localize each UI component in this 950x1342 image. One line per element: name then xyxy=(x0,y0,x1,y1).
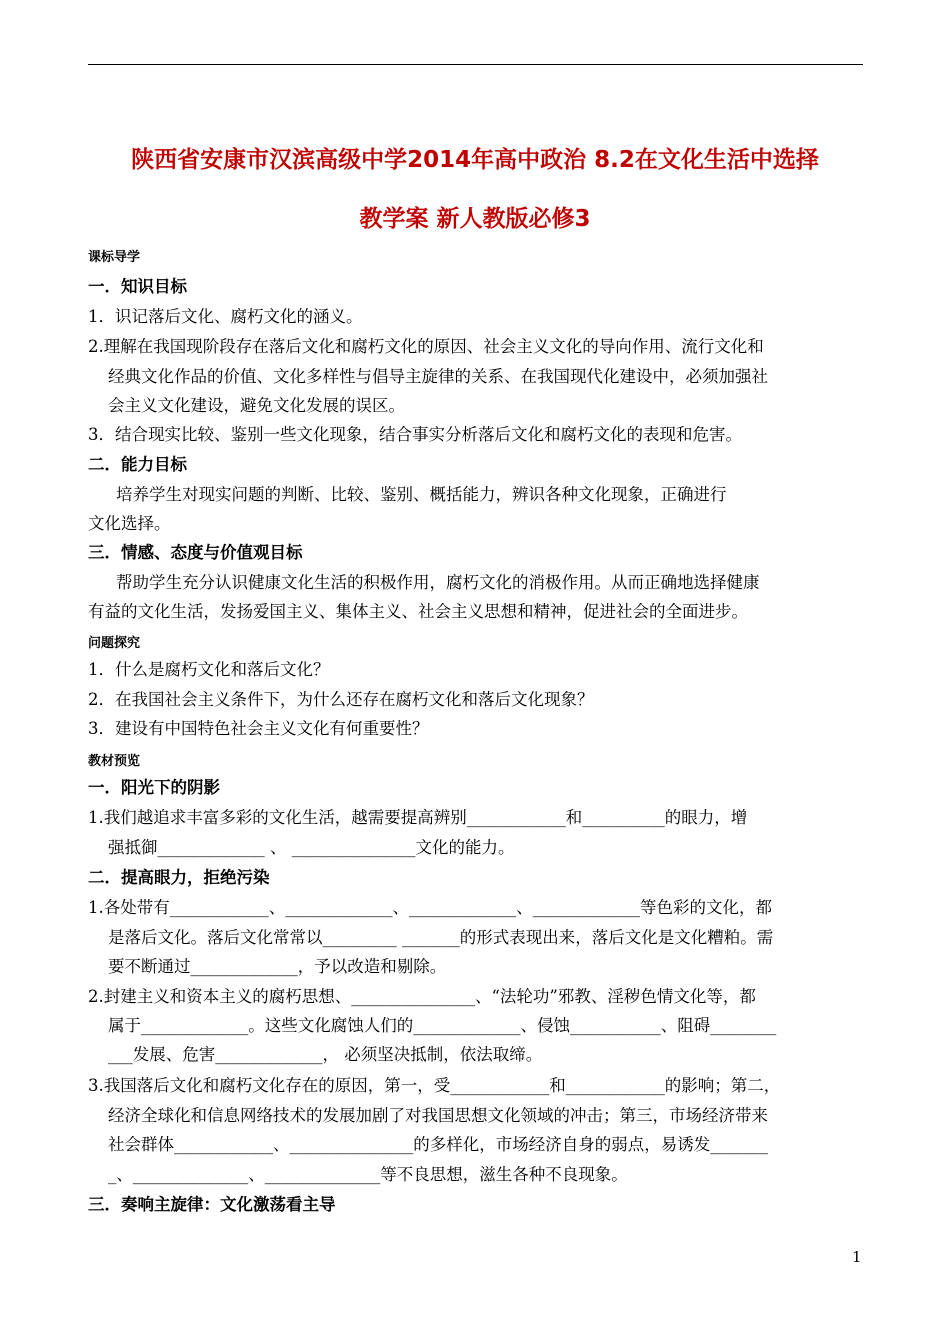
document-title-line-1: 陕西省安康市汉滨高级中学2014年高中政治 8.2在文化生活中选择 xyxy=(131,147,819,173)
heading-ability-goals: 二．能力目标 xyxy=(88,455,187,474)
question-2: 2．在我国社会主义条件下，为什么还存在腐朽文化和落后文化现象？ xyxy=(88,690,594,709)
knowledge-item-2-cont: 经典文化作品的价值、文化多样性与倡导主旋律的关系、在我国现代化建设中，必须加强社 xyxy=(108,367,768,386)
knowledge-item-1: 1．识记落后文化、腐朽文化的涵义。 xyxy=(88,307,363,326)
ability-paragraph: 培养学生对现实问题的判断、比较、鉴别、概括能力，辨识各种文化现象，正确进行 xyxy=(116,485,727,504)
header-rule xyxy=(88,64,863,65)
emotion-paragraph: 帮助学生充分认识健康文化生活的积极作用，腐朽文化的消极作用。从而正确地选择健康 xyxy=(116,573,760,592)
fill-blank-4-cont: 经济全球化和信息网络技术的发展加剧了对我国思想文化领域的冲击；第三，市场经济带来 xyxy=(108,1106,768,1125)
fill-blank-2: 1.各处带有____________、_____________、_____________、_____________等色彩的文化，都 xyxy=(88,898,772,917)
question-3: 3．建设有中国特色社会主义文化有何重要性？ xyxy=(88,719,429,738)
heading-improve: 二．提高眼力，拒绝污染 xyxy=(88,868,270,887)
document-title-line-2: 教学案 新人教版必修3 xyxy=(359,206,591,232)
knowledge-item-2: 2.理解在我国现阶段存在落后文化和腐朽文化的原因、社会主义文化的导向作用、流行文化和 xyxy=(88,337,764,356)
heading-main-theme: 三．奏响主旋律：文化激荡看主导 xyxy=(88,1195,336,1214)
fill-blank-4: 3.我国落后文化和腐朽文化存在的原因，第一，受____________和____________的影响；第二， xyxy=(88,1076,781,1095)
heading-shadow: 一．阳光下的阴影 xyxy=(88,778,220,797)
fill-blank-4-cont: _、______________、______________等不良思想，滋生各种不良现象。 xyxy=(108,1165,628,1184)
knowledge-item-2-cont: 会主义文化建设，避免文化发展的误区。 xyxy=(108,396,405,415)
fill-blank-4-cont: 社会群体____________、_______________的多样化，市场经济自身的弱点，易诱发_______ xyxy=(108,1135,768,1154)
fill-blank-3-cont: 属于_____________。这些文化腐蚀人们的_____________、侵蚀___________、阻碍________ xyxy=(108,1016,777,1035)
fill-blank-2-cont: 是落后文化。落后文化常常以_________ _______的形式表现出来，落后文化是文化糟粕。需 xyxy=(108,928,774,947)
knowledge-item-3: 3．结合现实比较、鉴别一些文化现象，结合事实分析落后文化和腐朽文化的表现和危害。 xyxy=(88,425,742,444)
page-number: 1 xyxy=(852,1248,862,1266)
ability-paragraph-cont: 文化选择。 xyxy=(88,514,171,533)
section-label-guide: 课标导学 xyxy=(88,250,141,265)
section-label-inquiry: 问题探究 xyxy=(88,636,141,651)
fill-blank-1: 1.我们越追求丰富多彩的文化生活，越需要提高辨别____________和__________的眼力，增 xyxy=(88,808,748,827)
fill-blank-3: 2.封建主义和资本主义的腐朽思想、_______________、“法轮功”邪教、淫秽色情文化等，都 xyxy=(88,987,756,1006)
section-label-preview: 教材预览 xyxy=(88,754,141,769)
fill-blank-2-cont: 要不断通过_____________，予以改造和剔除。 xyxy=(108,957,447,976)
question-1: 1．什么是腐朽文化和落后文化？ xyxy=(88,660,330,679)
fill-blank-1-cont: 强抵御_____________ 、 _______________文化的能力。 xyxy=(108,838,515,857)
fill-blank-3-cont: ___发展、危害_____________， 必须坚决抵制，依法取缔。 xyxy=(108,1045,543,1064)
heading-knowledge-goals: 一．知识目标 xyxy=(88,277,187,296)
heading-emotion-goals: 三．情感、态度与价值观目标 xyxy=(88,543,303,562)
emotion-paragraph-cont: 有益的文化生活，发扬爱国主义、集体主义、社会主义思想和精神，促进社会的全面进步。 xyxy=(88,602,748,621)
